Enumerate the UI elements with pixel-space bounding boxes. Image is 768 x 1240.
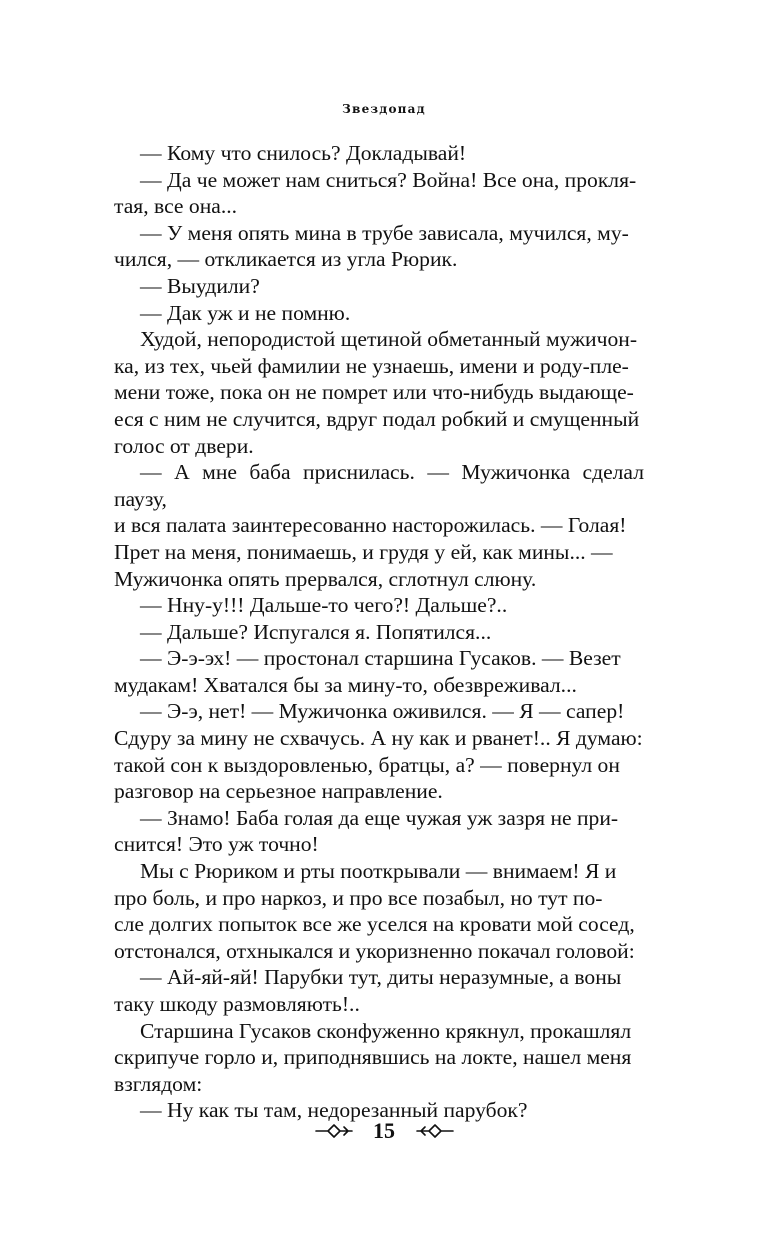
paragraph: — У меня опять мина в трубе зависала, мучился, му- чился, — откликается из угла Рюрик. bbox=[114, 220, 629, 272]
paragraph: Мы с Рюриком и рты пооткрывали — внимаем! Я и про боль, и про наркоз, и про все позабыл, но тут по- сле долгих попыток все же уселся на кровати мой сосед, отстонался, отхныкался и укоризненно покачал головой: bbox=[114, 859, 635, 963]
paragraph: — Дак уж и не помню. bbox=[140, 300, 351, 325]
paragraph: — Э-э-эх! — простонал старшина Гусаков. — Везет мудакам! Хватался бы за мину-то, обезвреживал... bbox=[114, 646, 621, 697]
paragraph: — Нну-у!!! Дальше-то чего?! Дальше?.. bbox=[140, 593, 508, 618]
running-head: Звездопад bbox=[342, 102, 426, 116]
right-ornament-icon bbox=[415, 1122, 455, 1140]
paragraph: — Ну как ты там, недорезанный парубок? bbox=[140, 1098, 528, 1123]
paragraph: — Выудили? bbox=[140, 273, 260, 298]
paragraph: — А мне баба приснилась. — Мужичонка сделал паузу, и вся палата заинтересованно насторожилась. — Голая! Прет на меня, понимаешь, и грудя у ей, как мины... — Мужичонка опять прервался, сглотнул слюну. bbox=[114, 460, 644, 591]
paragraph: — Э-э, нет! — Мужичонка оживился. — Я — сапер! Сдуру за мину не схвачусь. А ну как и рванет!.. Я думаю: такой сон к выздоровленью, братцы, а? — повернул он разговор на серьезное направление. bbox=[114, 699, 643, 804]
paragraph: — Ай-яй-яй! Парубки тут, диты неразумные, а воны таку шкоду размовляють!.. bbox=[114, 965, 622, 1016]
paragraph: — Дальше? Испугался я. Попятился... bbox=[140, 619, 492, 644]
paragraph: — Знамо! Баба голая да еще чужая уж зазря не при- снится! Это уж точно! bbox=[114, 805, 619, 857]
body-text bbox=[114, 140, 644, 1124]
paragraph: Старшина Гусаков сконфуженно крякнул, прокашлял скрипуче горло и, приподнявшись на локте, нашел меня взглядом: bbox=[114, 1018, 632, 1096]
left-ornament-icon bbox=[314, 1122, 354, 1140]
page-number: 15 bbox=[373, 1117, 395, 1143]
paragraph: — Кому что снилось? Докладывай! bbox=[140, 141, 467, 165]
paragraph: — Да че может нам сниться? Война! Все она, прокля- тая, все она... bbox=[114, 167, 637, 219]
page-footer bbox=[0, 1116, 768, 1144]
paragraph: Худой, непородистой щетиной обметанный мужичон- ка, из тех, чьей фамилии не узнаешь, имени и роду-пле- мени тоже, пока он не помрет или что-нибудь выдающе- еся с ним не случится, вдруг подал робкий и смущенный голос от двери. bbox=[114, 327, 640, 458]
